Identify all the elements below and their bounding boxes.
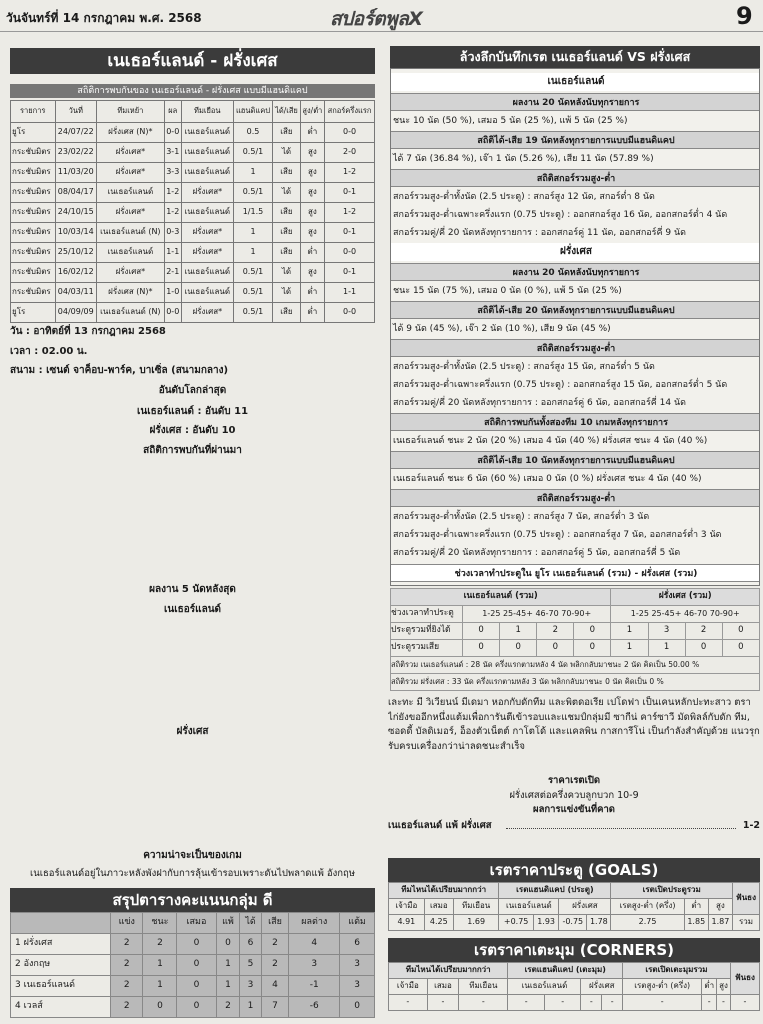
table-cell: กระชับมิตร — [11, 203, 56, 223]
table-cell: 0 — [340, 997, 375, 1018]
nl-hdp-heading: สถิติได้-เสีย 19 นัดหลังทุกรายการแบบมีแฮนดิแคป — [391, 131, 759, 149]
table-cell: สูง — [300, 203, 324, 223]
table-cell: ต่ำ — [300, 283, 324, 303]
odds-cell: 1.78 — [587, 915, 611, 931]
odds-cell: 4.91 — [389, 915, 425, 931]
table-cell: 2 — [111, 997, 143, 1018]
table-cell: 1-2 — [325, 203, 375, 223]
goals-h2-nl: เนเธอร์แลนด์ — [499, 899, 559, 915]
match-title: เนเธอร์แลนด์ - ฝรั่งเศส — [10, 48, 375, 74]
table-cell: 0 — [500, 640, 537, 657]
group-header-cell: ชนะ — [143, 913, 177, 934]
table-cell: 0 — [177, 934, 216, 955]
table-cell: เนเธอร์แลนด์ (N) — [97, 303, 165, 323]
table-cell: ฝรั่งเศส* — [97, 263, 165, 283]
table-cell: เนเธอร์แลนด์ — [181, 163, 233, 183]
table-cell: ฝรั่งเศส* — [97, 163, 165, 183]
table-cell: 1 ฝรั่งเศส — [11, 934, 111, 955]
corners-odds-title: เรตราคาเตะมุม (CORNERS) — [388, 938, 760, 962]
rate-section-title: ล้วงลึกบันทึกเรต เนเธอร์แลนด์ VS ฝรั่งเศส — [390, 46, 760, 68]
table-cell: 0-0 — [325, 123, 375, 143]
table-cell: 3 เนเธอร์แลนด์ — [11, 976, 111, 997]
rank-title: อันดับโลกล่าสุด — [158, 385, 227, 396]
h2h-line: เนเธอร์แลนด์ ชนะ 2 นัด (20 %) เสมอ 4 นัด (40 %) ฝรั่งเศส ชนะ 4 นัด (40 %) — [393, 436, 708, 446]
table-cell: กระชับมิตร — [11, 263, 56, 283]
group-header-cell: เสมอ — [177, 913, 216, 934]
table-cell: กระชับมิตร — [11, 183, 56, 203]
fr-hdp-heading: สถิติได้-เสีย 20 นัดหลังทุกรายการแบบมีแฮนดิแคป — [391, 301, 759, 319]
group-header-cell: เสีย — [261, 913, 289, 934]
corners-odds-row — [389, 995, 760, 1011]
table-cell: 1 — [611, 640, 648, 657]
table-cell: 0-0 — [164, 123, 181, 143]
table-cell: เสีย — [273, 163, 300, 183]
nl-heading: เนเธอร์แลนด์ — [391, 73, 759, 91]
page-number: 9 — [736, 2, 753, 30]
form-fr-title: ฝรั่งเศส — [176, 726, 209, 737]
table-cell: ต่ำ — [300, 123, 324, 143]
corners-h2-fr: ฝรั่งเศส — [581, 979, 623, 995]
corners-h2-draw: เสมอ — [427, 979, 458, 995]
table-cell: 10/03/14 — [55, 223, 97, 243]
table-cell: ฝรั่งเศส* — [97, 143, 165, 163]
period-ranges-fr: 1-25 25-45+ 46-70 70-90+ — [611, 606, 760, 623]
table-cell: 2 — [111, 955, 143, 976]
h2h-subtitle: สถิติการพบกันของ เนเธอร์แลนด์ - ฝรั่งเศส แบบมีแฮนดิแคป — [10, 84, 375, 98]
match-day: วัน : อาทิตย์ที่ 13 กรกฎาคม 2568 — [10, 326, 166, 337]
table-cell: 2 — [111, 976, 143, 997]
table-cell: 2 — [261, 934, 289, 955]
table-cell: 2 — [216, 997, 240, 1018]
prediction-title: ผลการแข่งขันที่คาด — [533, 804, 615, 815]
period-note-fr: สถิติรวม ฝรั่งเศส : 33 นัด ครึ่งแรกตามหลัง 3 นัด พลิกกลับมาชนะ 0 นัด คิดเป็น 0 % — [391, 674, 760, 691]
open-rate-title: ราคาเรตเปิด — [547, 775, 601, 786]
table-cell: กระชับมิตร — [11, 223, 56, 243]
rank-fr: ฝรั่งเศส : อันดับ 10 — [149, 425, 236, 436]
table-cell: 0-1 — [325, 183, 375, 203]
hist-header-cell: วันที่ — [55, 101, 97, 123]
chance-text: เนเธอร์แลนด์อยู่ในภาวะหลังพังฝากับการลุ้นเข้ารอบเพราะดันไปพลาดแพ้ อังกฤษ — [30, 868, 355, 879]
odds-cell: - — [730, 995, 759, 1011]
corners-h2-ou: เรตสูง-ต่ำ (ครึ่ง) — [623, 979, 702, 995]
table-cell: ยูโร — [11, 123, 56, 143]
h2h-handicap-table — [10, 100, 375, 323]
prediction-text: เนเธอร์แลนด์ แพ้ ฝรั่งเศส — [388, 819, 492, 831]
table-cell: 3 — [240, 976, 261, 997]
nl-form-heading: ผลงาน 20 นัดหลังนับทุกรายการ — [391, 93, 759, 111]
table-cell: 0 — [143, 997, 177, 1018]
goals-h2-over: สูง — [708, 899, 732, 915]
nl-ou-half: สกอร์รวมสูง-ต่ำเฉพาะครึ่งแรก (0.75 ประตู) : ออกสกอร์สูง 16 นัด, ออกสกอร์ต่ำ 4 นัด — [393, 210, 728, 220]
table-row — [11, 303, 375, 323]
form-nl-title: เนเธอร์แลนด์ — [163, 604, 222, 615]
goals-h-total: เรตเปิดประตูรวม — [611, 883, 733, 899]
table-cell: ยูโร — [11, 303, 56, 323]
match-venue: สนาม : เซนต์ จาค็อบ-พาร์ค, บาเซิ่ล (สนามกลาง) — [10, 365, 229, 376]
fr-hdp-line: ได้ 9 นัด (45 %), เจ๊า 2 นัด (10 %), เสีย 9 นัด (45 %) — [393, 324, 611, 334]
table-cell: สูง — [300, 263, 324, 283]
rank-nl: เนเธอร์แลนด์ : อันดับ 11 — [136, 406, 249, 417]
table-cell: 0 — [463, 623, 500, 640]
table-cell: สูง — [300, 143, 324, 163]
odds-cell: +0.75 — [499, 915, 534, 931]
corners-h2-nl: เนเธอร์แลนด์ — [508, 979, 581, 995]
table-cell: 3 — [340, 955, 375, 976]
table-cell: 1 — [648, 640, 685, 657]
table-cell: 0 — [216, 934, 240, 955]
table-cell: 2 — [143, 934, 177, 955]
table-cell: เนเธอร์แลนด์ — [97, 243, 165, 263]
fr-ou-half: สกอร์รวมสูง-ต่ำเฉพาะครึ่งแรก (0.75 ประตู) : ออกสกอร์สูง 15 นัด, ออกสกอร์ต่ำ 5 นัด — [393, 380, 728, 390]
table-cell: 3 — [648, 623, 685, 640]
table-row — [11, 976, 375, 997]
nl-form-line: ชนะ 10 นัด (50 %), เสมอ 5 นัด (25 %), แพ้ 5 นัด (25 %) — [393, 116, 628, 126]
table-cell: ต่ำ — [300, 243, 324, 263]
table-cell: 24/10/15 — [55, 203, 97, 223]
table-cell: 04/03/11 — [55, 283, 97, 303]
nl-oddeven: สกอร์รวมคู่/คี่ 20 นัดหลังทุกรายการ : ออกสกอร์คู่ 11 นัด, ออกสกอร์คี่ 9 นัด — [393, 228, 686, 238]
goals-odds-table — [388, 882, 760, 931]
table-cell: ต่ำ — [300, 303, 324, 323]
table-cell: เนเธอร์แลนด์ — [181, 203, 233, 223]
table-cell: 0.5/1 — [233, 143, 273, 163]
fr-form-heading: ผลงาน 20 นัดหลังนับทุกรายการ — [391, 263, 759, 281]
table-cell: 1 — [216, 955, 240, 976]
table-cell: กระชับมิตร — [11, 143, 56, 163]
table-cell: ได้ — [273, 263, 300, 283]
table-cell: 1 — [233, 243, 273, 263]
table-cell: 0 — [537, 640, 574, 657]
table-header-row — [11, 101, 375, 123]
goals-h-pick: ฟันธง — [733, 883, 760, 915]
table-cell: ฝรั่งเศส* — [181, 183, 233, 203]
table-cell: 2 — [261, 955, 289, 976]
odds-cell: - — [702, 995, 717, 1011]
table-cell: ได้ — [273, 283, 300, 303]
table-cell: 2-0 — [325, 143, 375, 163]
odds-cell: 1.87 — [708, 915, 732, 931]
table-cell: 1 — [143, 955, 177, 976]
odds-cell: 2.75 — [611, 915, 684, 931]
h2h-hdp-line: เนเธอร์แลนด์ ชนะ 6 นัด (60 %) เสมอ 0 นัด (0 %) ฝรั่งเศส ชนะ 4 นัด (40 %) — [393, 474, 702, 484]
table-row — [11, 283, 375, 303]
odds-cell: - — [581, 995, 602, 1011]
table-cell: 3-1 — [164, 143, 181, 163]
goals-h2-draw: เสมอ — [424, 899, 453, 915]
table-cell: เนเธอร์แลนด์ — [181, 283, 233, 303]
group-header-cell: แต้ม — [340, 913, 375, 934]
goals-h2-ou: เรตสูง-ต่ำ (ครึ่ง) — [611, 899, 684, 915]
odds-cell: 1.85 — [684, 915, 708, 931]
odds-cell: - — [427, 995, 458, 1011]
h2h-ou-half: สกอร์รวมสูง-ต่ำเฉพาะครึ่งแรก (0.75 ประตู) : ออกสกอร์สูง 7 นัด, ออกสกอร์ต่ำ 3 นัด — [393, 530, 722, 540]
table-cell: 0-0 — [164, 303, 181, 323]
analysis-paragraph — [388, 696, 760, 834]
table-row — [11, 997, 375, 1018]
rate-stats-panel — [390, 68, 760, 586]
corners-odds-table — [388, 962, 760, 1011]
table-cell: 2 — [685, 623, 722, 640]
odds-cell: - — [508, 995, 545, 1011]
table-cell: 0 — [463, 640, 500, 657]
goals-h2-home: เจ้ามือ — [389, 899, 425, 915]
goals-h-hdp: เรตแฮนดิแคป (ประตู) — [499, 883, 611, 899]
table-cell: กระชับมิตร — [11, 243, 56, 263]
table-cell: สูง — [300, 163, 324, 183]
analysis-text: เละทะ มี วิเวียนน์ มีเดมา หอกกับดักทีม และพิตดอเรีย เปโดฟา เป็นเคนหลักปะทะสาว ตราไก่ยังขออีกหนึ่งแต้มเพื่อการันตีเข้ารอบและแชมป์กลุ่มมี ซากีน่ คาร์ซาวี มัดพิลล์กับดัก ทีม, ซอดดี้ บัลดิเมอร์, อ็องตัวเน็ตต์ กาโตโด้ และแคลพิน กาสการีโน่ เป็นกำลังสำคัญด้วย แนวรุกรับครบเครื่องกว่าน่าลดชนะสำเร็จ — [388, 697, 760, 752]
chance-title: ความน่าจะเป็นของเกม — [143, 850, 242, 861]
h2h-oddeven: สกอร์รวมคู่/คี่ 20 นัดหลังทุกรายการ : ออกสกอร์คู่ 5 นัด, ออกสกอร์คี่ 5 นัด — [393, 548, 681, 558]
table-cell: 0-3 — [164, 223, 181, 243]
table-cell: 11/03/20 — [55, 163, 97, 183]
table-cell: 1-2 — [164, 203, 181, 223]
table-cell: 1-1 — [164, 243, 181, 263]
table-row — [11, 243, 375, 263]
table-cell: เสีย — [273, 303, 300, 323]
last5-title: ผลงาน 5 นัดหลังสุด — [149, 584, 236, 595]
table-cell: 0-1 — [325, 263, 375, 283]
table-cell: ได้ — [273, 143, 300, 163]
h2h-ou-full: สกอร์รวมสูง-ต่ำทั้งนัด (2.5 ประตู) : สกอร์สูง 7 นัด, สกอร์ต่ำ 3 นัด — [393, 512, 650, 522]
table-cell: 0 — [722, 640, 759, 657]
table-cell: 0-0 — [325, 243, 375, 263]
corners-h-pick: ฟันธง — [730, 963, 759, 995]
table-cell: เนเธอร์แลนด์ — [181, 263, 233, 283]
table-cell: 1-0 — [164, 283, 181, 303]
table-cell: 0 — [685, 640, 722, 657]
fr-form-line: ชนะ 15 นัด (75 %), เสมอ 0 นัด (0 %), แพ้ 5 นัด (25 %) — [393, 286, 622, 296]
table-cell: 2 — [111, 934, 143, 955]
goals-h2-away: ทีมเยือน — [453, 899, 498, 915]
hist-header-cell: ได้/เสีย — [273, 101, 300, 123]
table-cell: ฝรั่งเศส* — [181, 243, 233, 263]
table-cell: 0-1 — [325, 223, 375, 243]
table-row — [11, 223, 375, 243]
table-cell: เนเธอร์แลนด์ — [181, 143, 233, 163]
table-cell: เสีย — [273, 243, 300, 263]
group-header-cell: แพ้ — [216, 913, 240, 934]
table-cell: 0.5/1 — [233, 303, 273, 323]
table-cell: 04/09/09 — [55, 303, 97, 323]
nl-hdp-line: ได้ 7 นัด (36.84 %), เจ๊า 1 นัด (5.26 %), เสีย 11 นัด (57.89 %) — [393, 154, 654, 164]
table-row — [11, 163, 375, 183]
period-ranges-nl: 1-25 25-45+ 46-70 70-90+ — [463, 606, 611, 623]
table-cell: 4 เวลส์ — [11, 997, 111, 1018]
odds-cell: - — [544, 995, 581, 1011]
table-cell: -6 — [289, 997, 340, 1018]
odds-cell: รวม — [733, 915, 760, 931]
table-cell: 4 — [289, 934, 340, 955]
table-cell: เสีย — [273, 203, 300, 223]
table-cell: กระชับมิตร — [11, 283, 56, 303]
table-cell: 0.5/1 — [233, 183, 273, 203]
goals-h-adv: ทีมไหนได้เปรียบมากกว่า — [389, 883, 499, 899]
table-cell: 1 — [143, 976, 177, 997]
group-table-title: สรุปตารางคะแนนกลุ่ม ดี — [10, 888, 375, 912]
period-note-nl: สถิติรวม เนเธอร์แลนด์ : 28 นัด ครึ่งแรกตามหลัง 4 นัด พลิกกลับมาชนะ 2 นัด คิดเป็น 50.00 % — [391, 657, 760, 674]
group-header-cell: ผลต่าง — [289, 913, 340, 934]
table-cell: 6 — [340, 934, 375, 955]
table-cell: เนเธอร์แลนด์ — [181, 123, 233, 143]
open-rate-text: ฝรั่งเศสต่อครึ่งควบลูกบวก 10-9 — [509, 789, 639, 801]
table-cell: 2 — [537, 623, 574, 640]
table-cell: 1 — [233, 163, 273, 183]
prediction-score: 1-2 — [742, 819, 760, 831]
corners-h-hdp: เรตแฮนดิแคป (เตะมุม) — [508, 963, 623, 979]
period-nl-header: เนเธอร์แลนด์ (รวม) — [391, 589, 611, 606]
table-cell: 2 อังกฤษ — [11, 955, 111, 976]
table-cell: 0.5 — [233, 123, 273, 143]
table-cell: ฝรั่งเศส (N)* — [97, 123, 165, 143]
odds-cell: - — [389, 995, 428, 1011]
nl-ou-full: สกอร์รวมสูง-ต่ำทั้งนัด (2.5 ประตู) : สกอร์สูง 12 นัด, สกอร์ต่ำ 8 นัด — [393, 192, 655, 202]
corners-h-total: เรตเปิดเตะมุมรวม — [623, 963, 731, 979]
odds-cell: 4.25 — [424, 915, 453, 931]
group-header-cell: แข่ง — [111, 913, 143, 934]
period-title: ช่วงเวลาทำประตูใน ยูโร เนเธอร์แลนด์ (รวม) - ฝรั่งเศส (รวม) — [391, 564, 759, 582]
table-cell: เนเธอร์แลนด์ (N) — [97, 223, 165, 243]
hist-header-cell: ทีมเยือน — [181, 101, 233, 123]
table-cell: 1/1.5 — [233, 203, 273, 223]
table-cell: 4 — [261, 976, 289, 997]
table-cell: 6 — [240, 934, 261, 955]
hist-header-cell: รายการ — [11, 101, 56, 123]
table-cell: 0 — [722, 623, 759, 640]
table-cell: 0 — [574, 640, 611, 657]
table-cell: 1 — [240, 997, 261, 1018]
group-table — [10, 912, 375, 1018]
table-cell: ฝรั่งเศส (N)* — [97, 283, 165, 303]
h2h-ou-heading: สถิติสกอร์รวมสูง-ต่ำ — [391, 489, 759, 507]
odds-cell: 1.93 — [533, 915, 558, 931]
table-cell: 0-0 — [325, 303, 375, 323]
table-cell: 1 — [233, 223, 273, 243]
table-row — [11, 263, 375, 283]
table-cell: -1 — [289, 976, 340, 997]
fr-heading: ฝรั่งเศส — [391, 243, 759, 261]
hist-header-cell: ทีมเหย้า — [97, 101, 165, 123]
table-cell: 3 — [340, 976, 375, 997]
table-header-row — [11, 913, 375, 934]
fr-oddeven: สกอร์รวมคู่/คี่ 20 นัดหลังทุกรายการ : ออกสกอร์คู่ 6 นัด, ออกสกอร์คี่ 14 นัด — [393, 398, 686, 408]
table-cell: 3 — [289, 955, 340, 976]
hist-header-cell: แฮนดิแคป — [233, 101, 273, 123]
table-cell: 1 — [611, 623, 648, 640]
table-cell: ประตูรวมที่ยิงได้ — [391, 623, 463, 640]
match-time: เวลา : 02.00 น. — [10, 346, 88, 357]
page-date: วันจันทร์ที่ 14 กรกฎาคม พ.ศ. 2568 — [6, 11, 202, 25]
past-title: สถิติการพบกันที่ผ่านมา — [143, 445, 242, 456]
corners-h2-away: ทีมเยือน — [459, 979, 508, 995]
corners-h2-under: ต่ำ — [702, 979, 717, 995]
table-cell: 25/10/12 — [55, 243, 97, 263]
corners-h2-over: สูง — [717, 979, 731, 995]
goals-odds-row — [389, 915, 760, 931]
odds-cell: - — [623, 995, 702, 1011]
table-row — [11, 183, 375, 203]
hist-header-cell: สกอร์ครึ่งแรก — [325, 101, 375, 123]
hist-header-cell: สูง/ต่ำ — [300, 101, 324, 123]
group-header-cell: ได้ — [240, 913, 261, 934]
table-row — [11, 203, 375, 223]
table-cell: 0.5/1 — [233, 283, 273, 303]
goals-h2-fr: ฝรั่งเศส — [559, 899, 611, 915]
logo — [330, 4, 422, 34]
h2h-hdp-heading: สถิติได้-เสีย 10 นัดหลังทุกรายการแบบมีแฮนดิแคป — [391, 451, 759, 469]
group-header-cell — [11, 913, 111, 934]
table-row — [11, 143, 375, 163]
table-row — [11, 934, 375, 955]
table-cell: 3-3 — [164, 163, 181, 183]
goals-odds-title: เรตราคาประตู (GOALS) — [388, 858, 760, 882]
table-cell: ฝรั่งเศส* — [181, 303, 233, 323]
corners-h2-home: เจ้ามือ — [389, 979, 428, 995]
table-cell: 2-1 — [164, 263, 181, 283]
table-cell: 1-2 — [164, 183, 181, 203]
table-cell: กระชับมิตร — [11, 163, 56, 183]
table-row — [11, 955, 375, 976]
table-cell: เสีย — [273, 123, 300, 143]
odds-cell: 1.69 — [453, 915, 498, 931]
odds-cell: -0.75 — [559, 915, 587, 931]
period-fr-header: ฝรั่งเศส (รวม) — [611, 589, 760, 606]
nl-ou-heading: สถิติสกอร์รวมสูง-ต่ำ — [391, 169, 759, 187]
hist-header-cell: ผล — [164, 101, 181, 123]
odds-cell: - — [717, 995, 731, 1011]
table-cell: เนเธอร์แลนด์ — [97, 183, 165, 203]
table-cell: ฝรั่งเศส* — [97, 203, 165, 223]
table-cell: 0 — [177, 997, 216, 1018]
fr-ou-heading: สถิติสกอร์รวมสูง-ต่ำ — [391, 339, 759, 357]
table-row — [11, 123, 375, 143]
table-cell: 1-2 — [325, 163, 375, 183]
logo-text: สปอร์ตพูล — [330, 8, 409, 30]
table-cell: 1 — [500, 623, 537, 640]
table-cell: สูง — [300, 223, 324, 243]
table-cell: ประตูรวมเสีย — [391, 640, 463, 657]
table-cell: สูง — [300, 183, 324, 203]
goal-period-table — [390, 588, 760, 691]
table-cell: เสีย — [273, 223, 300, 243]
logo-x: X — [408, 8, 423, 30]
table-cell: 24/07/22 — [55, 123, 97, 143]
h2h-heading: สถิติการพบกันทั้งสองทีม 10 เกมหลังทุกรายการ — [391, 413, 759, 431]
table-cell: 16/02/12 — [55, 263, 97, 283]
goals-h2-under: ต่ำ — [684, 899, 708, 915]
table-cell: 1 — [216, 976, 240, 997]
table-cell: 0 — [177, 955, 216, 976]
odds-cell: - — [602, 995, 623, 1011]
table-cell: 5 — [240, 955, 261, 976]
table-cell: 7 — [261, 997, 289, 1018]
table-cell: 08/04/17 — [55, 183, 97, 203]
table-cell: 0.5/1 — [233, 263, 273, 283]
table-cell: 0 — [574, 623, 611, 640]
table-cell: ได้ — [273, 183, 300, 203]
odds-cell: - — [459, 995, 508, 1011]
corners-h-adv: ทีมไหนได้เปรียบมากกว่า — [389, 963, 508, 979]
table-row — [391, 640, 760, 657]
table-cell: 0 — [177, 976, 216, 997]
fr-ou-full: สกอร์รวมสูง-ต่ำทั้งนัด (2.5 ประตู) : สกอร์สูง 15 นัด, สกอร์ต่ำ 5 นัด — [393, 362, 655, 372]
table-cell: 1-1 — [325, 283, 375, 303]
table-cell: ฝรั่งเศส* — [181, 223, 233, 243]
table-row — [391, 623, 760, 640]
prediction-line — [388, 818, 760, 834]
table-cell: 23/02/22 — [55, 143, 97, 163]
period-label: ช่วงเวลาทำประตู — [391, 606, 463, 623]
